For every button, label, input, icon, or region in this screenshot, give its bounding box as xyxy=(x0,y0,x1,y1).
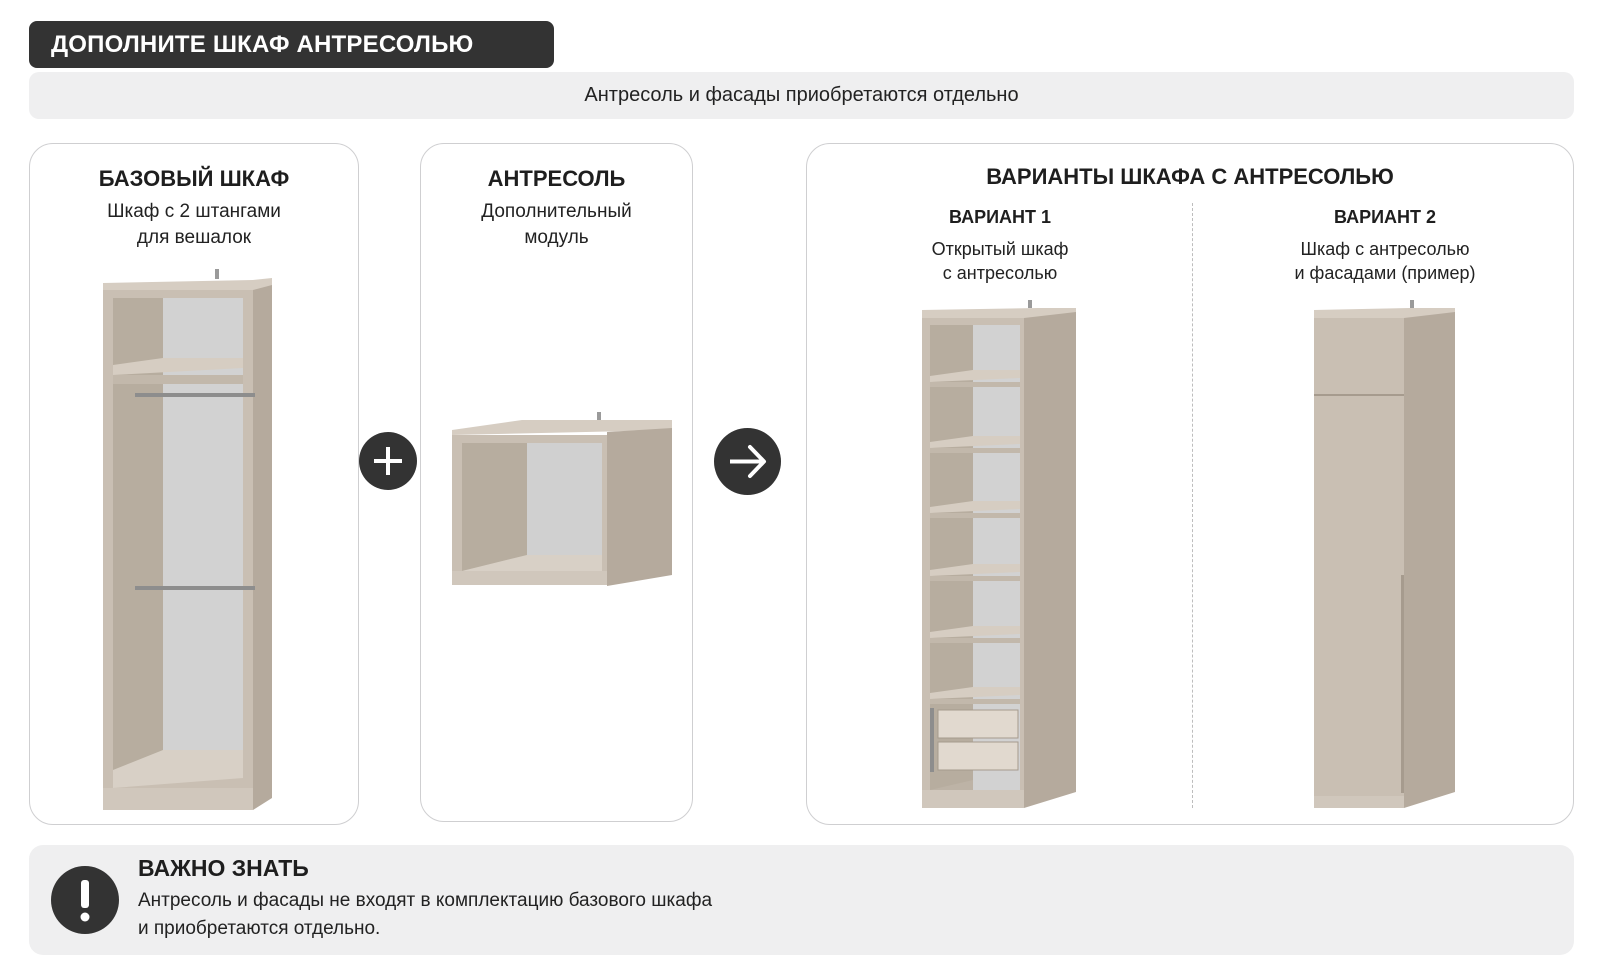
notice-title: ВАЖНО ЗНАТЬ xyxy=(138,855,309,881)
plus-circle xyxy=(359,432,417,490)
variant1-desc-line1: Открытый шкаф xyxy=(931,239,1069,259)
notice-text-line2: и приобретаются отдельно. xyxy=(138,918,381,939)
base-wardrobe-illustration xyxy=(95,265,295,825)
plus-icon xyxy=(359,432,417,490)
variant2-desc-line1: Шкаф с антресолью xyxy=(1300,239,1470,259)
arrow-right-icon xyxy=(714,428,781,495)
variant2-closed-wardrobe-illustration xyxy=(1310,300,1480,820)
mezzanine-desc-line2: модуль xyxy=(524,227,589,248)
base-wardrobe-desc-line1: Шкаф с 2 штангами xyxy=(107,201,281,222)
variants-title: ВАРИАНТЫ ШКАФА С АНТРЕСОЛЬЮ xyxy=(986,164,1394,189)
notice-text xyxy=(138,887,838,943)
page-title: ДОПОЛНИТЕ ШКАФ АНТРЕСОЛЬЮ xyxy=(29,21,554,68)
base-wardrobe-title: БАЗОВЫЙ ШКАФ xyxy=(98,166,290,191)
notice-text-line1: Антресоль и фасады не входят в комплектацию базового шкафа xyxy=(138,890,713,911)
subtitle-banner: Антресоль и фасады приобретаются отдельно xyxy=(29,72,1574,119)
variant2-desc-line2: и фасадами (пример) xyxy=(1294,263,1476,283)
mezzanine-illustration xyxy=(447,410,687,590)
variant1-desc-line2: с антресолью xyxy=(942,263,1058,283)
mezzanine-title: АНТРЕСОЛЬ xyxy=(487,166,626,191)
base-wardrobe-desc-line2: для вешалок xyxy=(136,227,252,248)
variant2-title: ВАРИАНТ 2 xyxy=(1333,207,1437,227)
variants-divider xyxy=(1192,203,1193,808)
mezzanine-desc-line1: Дополнительный xyxy=(481,201,632,222)
exclamation-icon xyxy=(51,866,119,934)
variant1-open-wardrobe-illustration xyxy=(918,300,1088,820)
arrow-circle xyxy=(714,428,781,495)
variant1-title: ВАРИАНТ 1 xyxy=(948,207,1052,227)
